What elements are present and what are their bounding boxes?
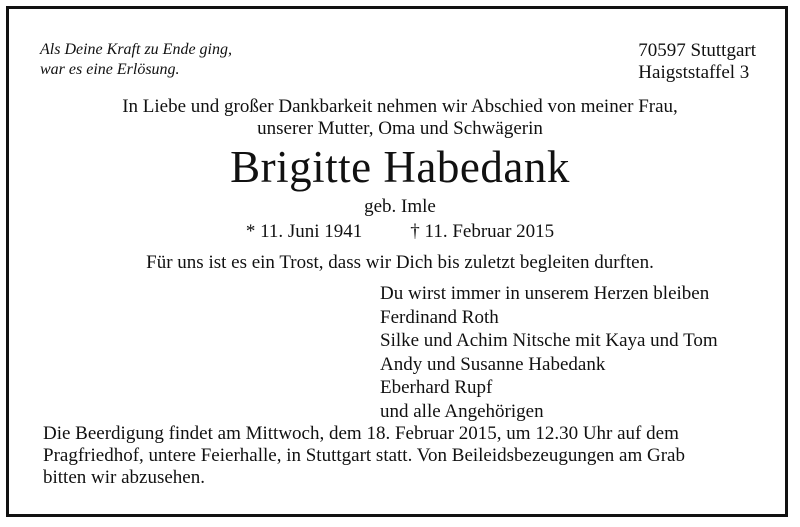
birth-date: * 11. Juni 1941	[245, 221, 363, 242]
deceased-name: Brigitte Habedank	[230, 142, 570, 192]
motto-line-2: war es eine Erlösung.	[40, 61, 180, 78]
motto	[40, 40, 232, 80]
funeral-line: Pragfriedhof, untere Feierhalle, in Stuttgart statt. Von Beileidsbezeugungen am Grab	[43, 445, 685, 466]
address-city: 70597 Stuttgart	[638, 40, 756, 61]
intro-text	[0, 96, 800, 140]
family-line: und alle Angehörigen	[380, 400, 544, 422]
funeral-notice	[43, 423, 685, 489]
death-date: † 11. Februar 2015	[410, 221, 555, 242]
intro-line-2: unserer Mutter, Oma und Schwägerin	[257, 118, 543, 139]
family-line: Andy und Susanne Habedank	[380, 353, 606, 375]
address	[638, 40, 756, 84]
family-list	[380, 282, 718, 423]
family-line: Du wirst immer in unserem Herzen bleiben	[380, 283, 710, 304]
maiden-name: geb. Imle	[364, 196, 436, 217]
funeral-line: Die Beerdigung findet am Mittwoch, dem 18. Februar 2015, um 12.30 Uhr auf dem	[43, 423, 679, 444]
life-dates	[0, 221, 800, 243]
family-line: Ferdinand Roth	[380, 306, 499, 328]
address-street: Haigststaffel 3	[638, 62, 750, 83]
motto-line-1: Als Deine Kraft zu Ende ging,	[40, 41, 232, 58]
family-line: Eberhard Rupf	[380, 377, 493, 398]
intro-line-1: In Liebe und großer Dankbarkeit nehmen wir Abschied von meiner Frau,	[122, 96, 678, 117]
family-line: Silke und Achim Nitsche mit Kaya und Tom	[380, 330, 718, 351]
funeral-line: bitten wir abzusehen.	[43, 467, 205, 488]
quote: Für uns ist es ein Trost, dass wir Dich bis zuletzt begleiten durften.	[146, 252, 654, 273]
